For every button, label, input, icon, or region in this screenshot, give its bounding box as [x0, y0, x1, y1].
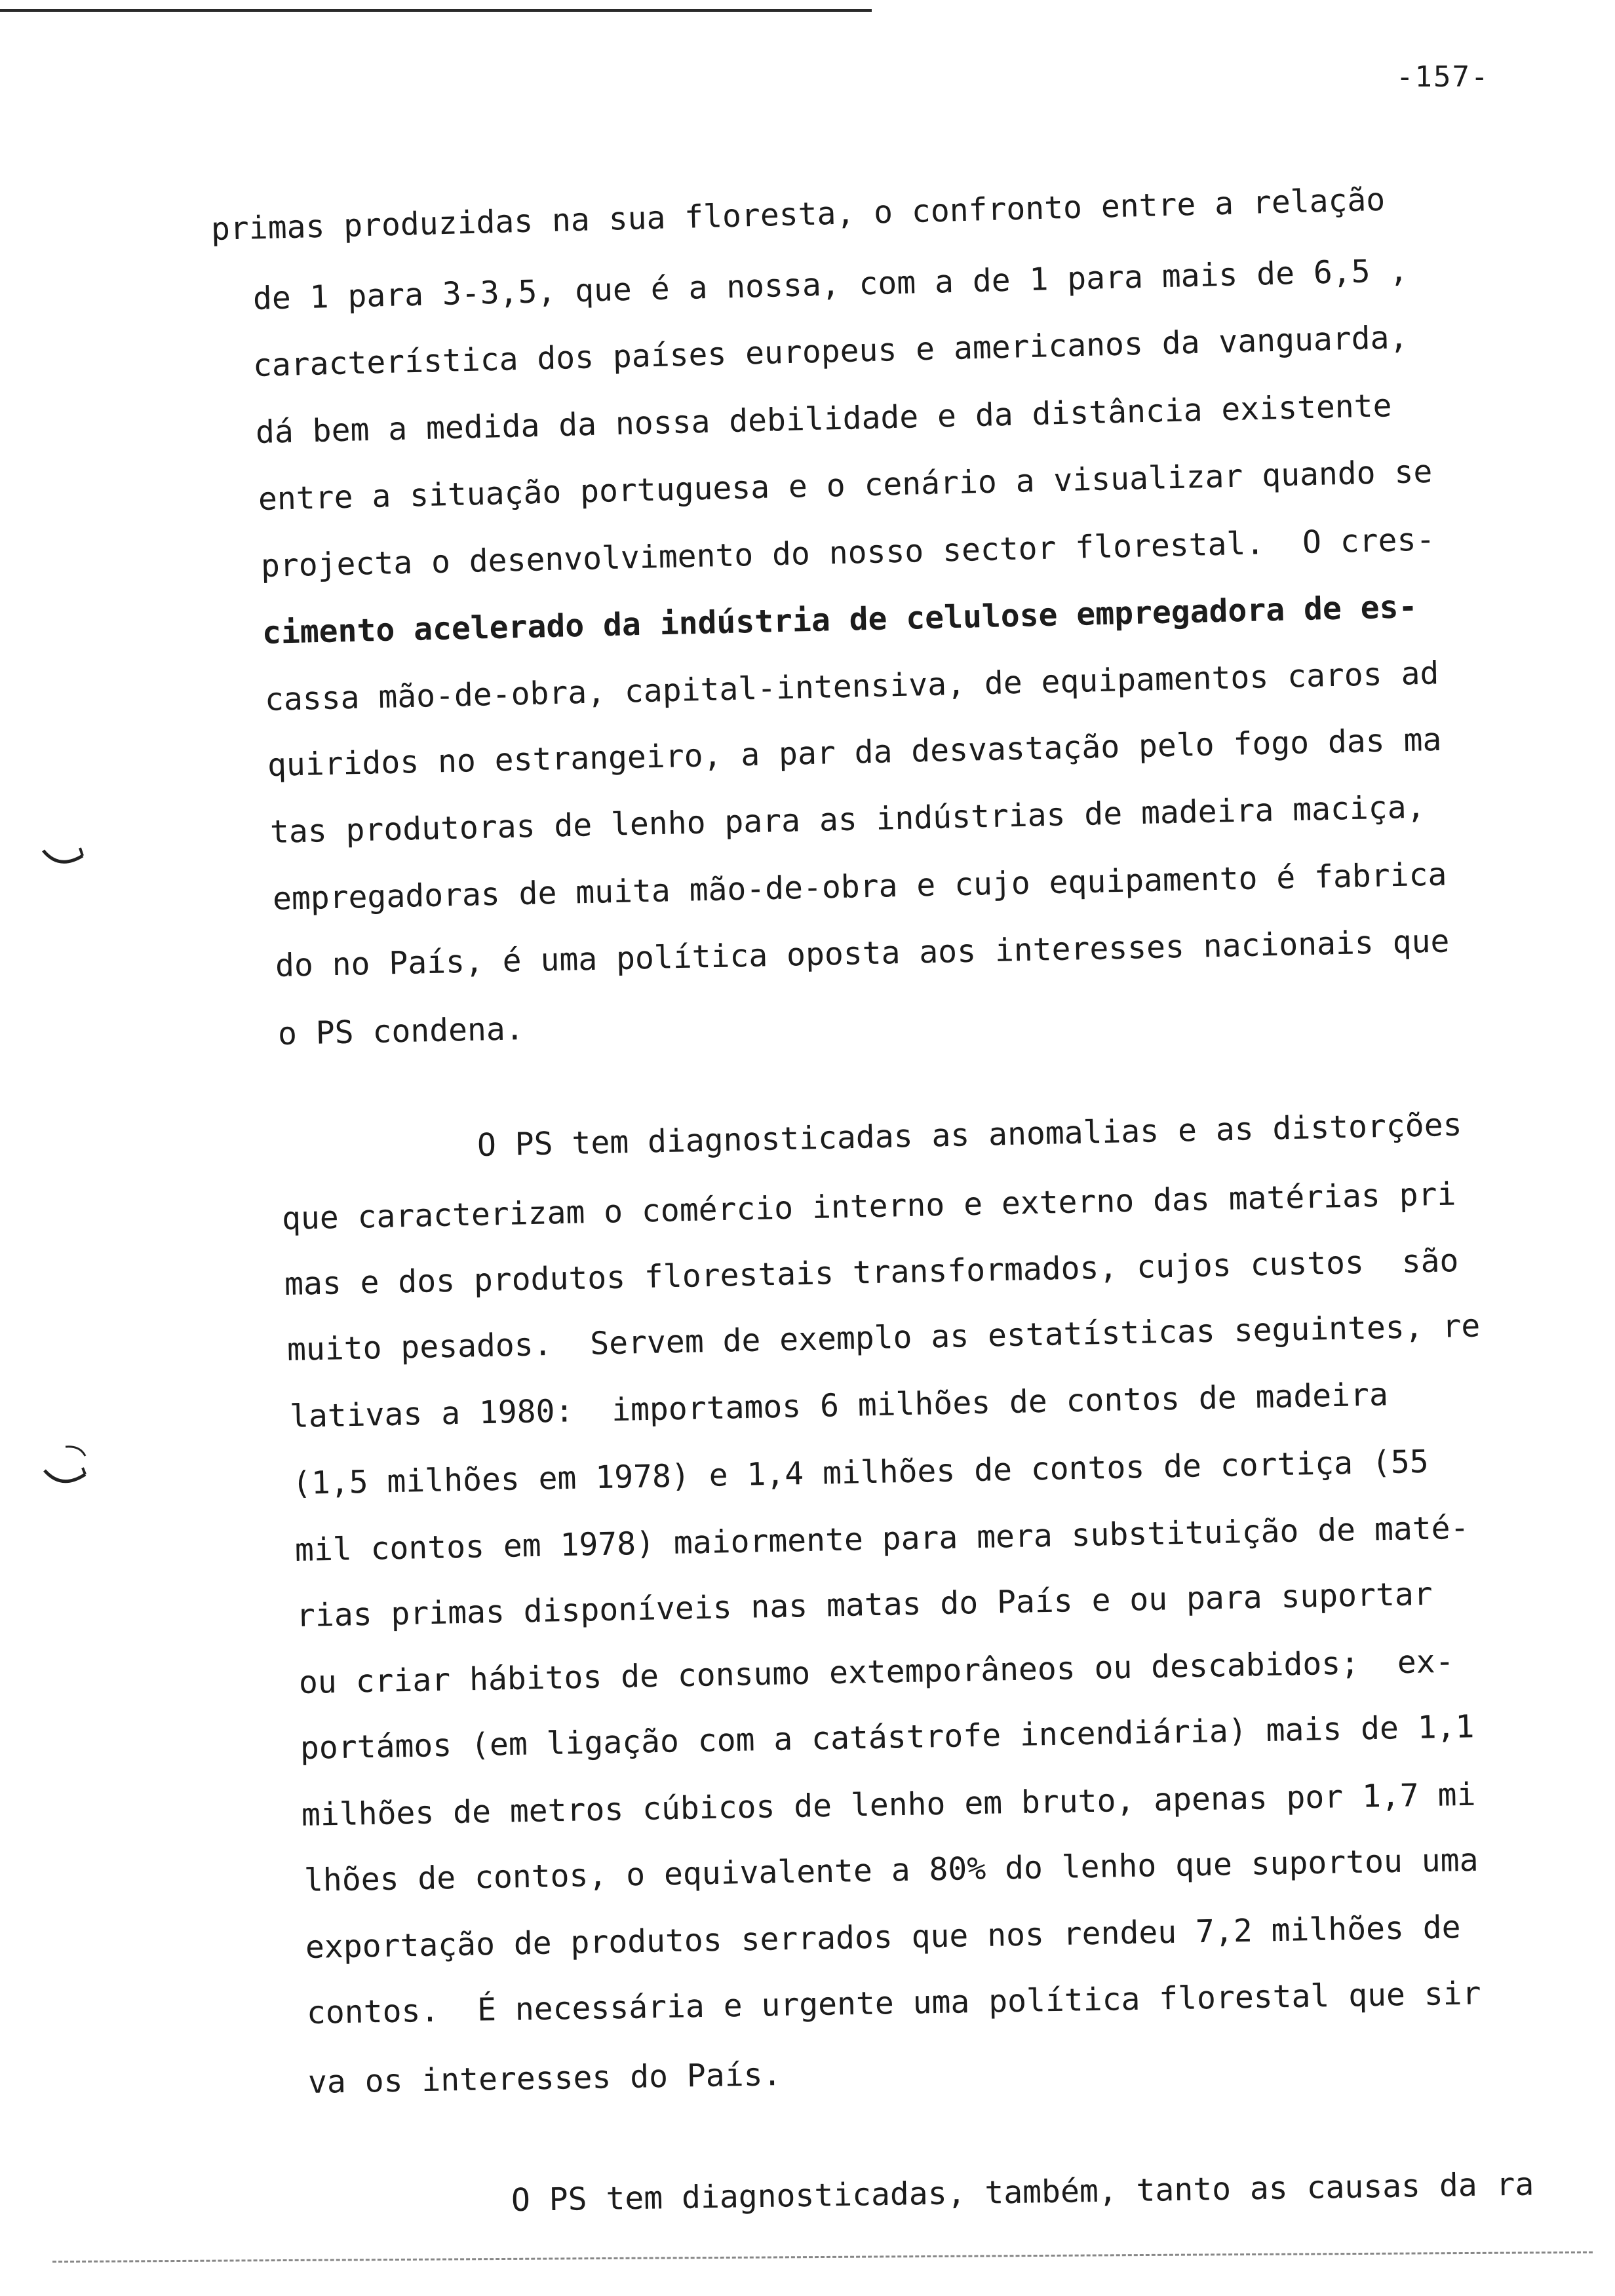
text-line: (1,5 milhões em 1978) e 1,4 milhões de contos de cortiça (55	[292, 1443, 1430, 1502]
text-line: que caracterizam o comércio interno e externo das matérias pri	[281, 1176, 1456, 1237]
text-line: característica dos países europeus e americanos da vanguarda,	[252, 318, 1409, 384]
text-line: projecta o desenvolvimento do nosso sector florestal. O cres-	[260, 521, 1435, 584]
text-line: mil contos em 1978) maiormente para mera substituição de maté-	[294, 1509, 1469, 1569]
text-line: cassa mão-de-obra, capital-intensiva, de equipamentos caros ad	[264, 655, 1439, 718]
text-line: de 1 para 3-3,5, que é a nossa, com a de 1 para mais de 6,5 ,	[252, 252, 1409, 317]
text-line: muito pesados. Servem de exemplo as estatísticas seguintes, re	[286, 1307, 1481, 1368]
text-line: milhões de metros cúbicos de lenho em bruto, apenas por 1,7 mi	[301, 1776, 1476, 1833]
text-line: mas e dos produtos florestais transformados, cujos custos são	[284, 1242, 1459, 1303]
text-line: lhões de contos, o equivalente a 80% do lenho que suportou uma	[303, 1841, 1479, 1899]
text-line: O PS tem diagnosticadas as anomalias e as distorções	[477, 1106, 1462, 1164]
text-line: do no País, é uma política oposta aos interesses nacionais que	[275, 923, 1450, 984]
text-line: lativas a 1980: importamos 6 milhões de contos de madeira	[289, 1376, 1389, 1435]
text-line: tas produtoras de lenho para as indústrias de madeira maciça,	[269, 788, 1426, 851]
text-line: quiridos no estrangeiro, a par da desvastação pelo fogo das ma	[267, 721, 1442, 784]
text-line: entre a situação portuguesa e o cenário a visualizar quando se	[258, 453, 1433, 518]
text-line: va os interesses do País.	[307, 2056, 782, 2101]
text-line: contos. É necessária e urgente uma política florestal que sir	[306, 1975, 1481, 2031]
text-line: O PS tem diagnosticadas, também, tanto as causas da ra	[511, 2166, 1534, 2219]
text-line: cimento acelerado da indústria de celulose empregadora de es-	[262, 588, 1418, 651]
text-line: dá bem a medida da nossa debilidade e da distância existente	[255, 387, 1393, 451]
text-line: o PS condena.	[277, 1010, 525, 1052]
page-number: -157-	[1396, 60, 1490, 94]
text-line: empregadoras de muita mão-de-obra e cujo equipamento é fabrica	[272, 856, 1447, 917]
text-line: primas produzidas na sua floresta, o confronto entre a relação	[210, 181, 1386, 248]
text-line: exportação de produtos serrados que nos rendeu 7,2 milhões de	[305, 1909, 1462, 1966]
text-line: rias primas disponíveis nas matas do País e ou para suportar	[296, 1575, 1433, 1634]
text-line: ou criar hábitos de consumo extemporâneos ou descabidos; ex-	[298, 1643, 1455, 1701]
text-line: portámos (em ligação com a catástrofe incendiária) mais de 1,1	[300, 1708, 1475, 1767]
